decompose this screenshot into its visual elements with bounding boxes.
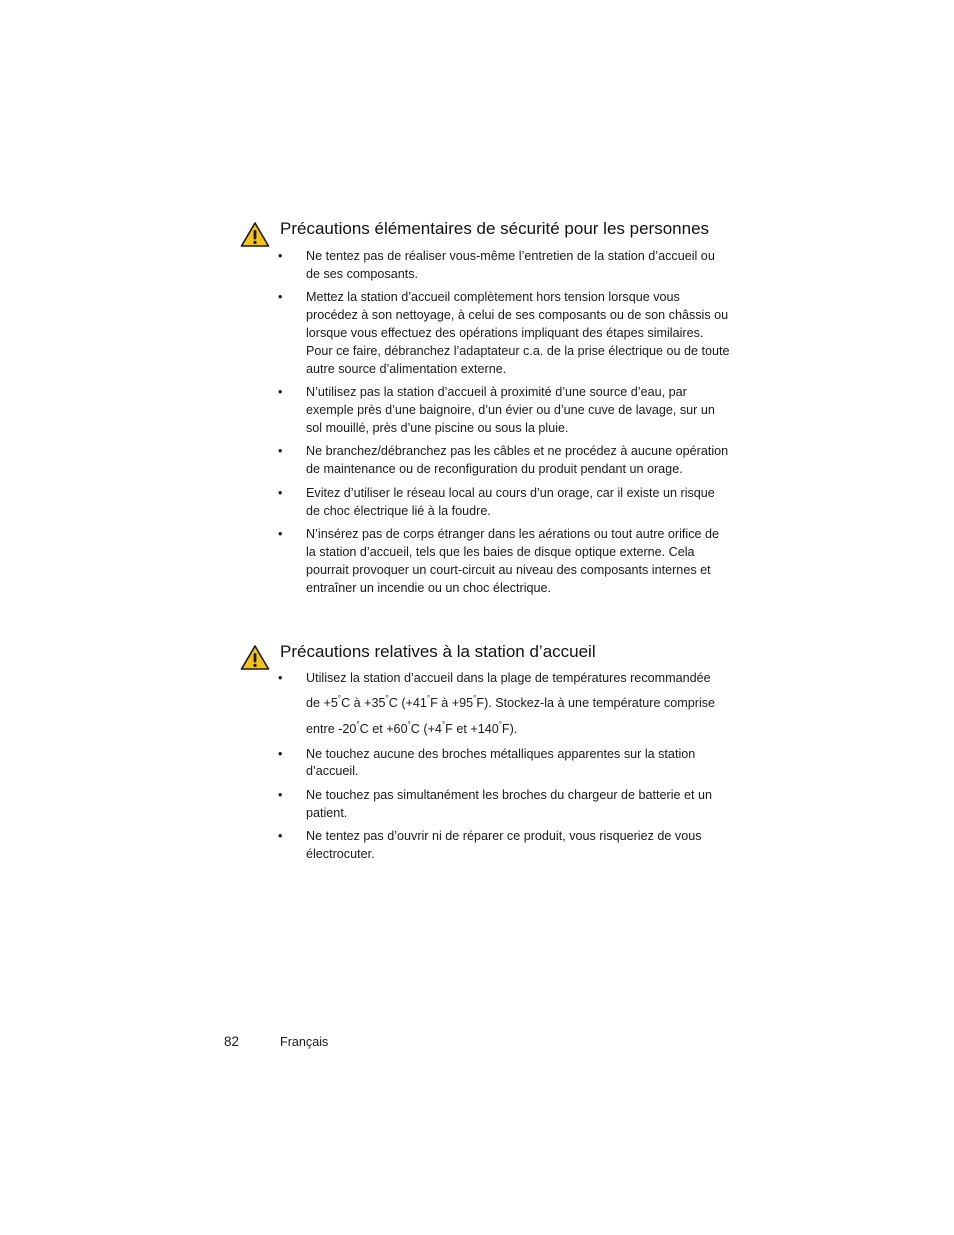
degree-symbol: ° (356, 719, 360, 729)
temp-line-1: Utilisez la station d’accueil dans la plage de températures recommandée (306, 671, 711, 685)
list-item-temperature (278, 670, 730, 740)
degree-symbol: ° (441, 719, 446, 729)
list-item: • Ne branchez/débranchez pas les câbles et ne procédez à aucune opération de maintenance ou de reconfiguration du produit pendant un orage. (278, 443, 730, 479)
section-heading: Précautions relatives à la station d’accueil (280, 642, 596, 661)
list-item: • N’insérez pas de corps étranger dans les aérations ou tout autre orifice de la station d’accueil, tels que les baies de disque optique externe. Cela pourrait provoquer un court-circuit au niveau des composants internes et entraîner un incendie ou un choc électrique. (278, 526, 730, 597)
section-header (240, 219, 740, 249)
footer-language: Français (280, 1035, 329, 1049)
bullet-list (278, 248, 730, 603)
list-item: • Ne touchez pas simultanément les broches du chargeur de batterie et un patient. (278, 787, 730, 823)
degree-symbol: ° (473, 693, 477, 703)
list-item: • Ne tentez pas d’ouvrir ni de réparer ce produit, vous risqueriez de vous électrocuter. (278, 828, 730, 864)
warning-triangle-icon (240, 644, 270, 671)
temp-text: entre -20 (306, 721, 357, 736)
page-number: 82 (224, 1034, 240, 1049)
temp-text: F et +140 (445, 721, 499, 736)
temp-text: F). (501, 721, 518, 736)
temp-text: C (+41 (388, 695, 427, 710)
degree-symbol: ° (407, 719, 411, 729)
temp-text: C à +35 (341, 695, 386, 710)
temp-text: F). Stockez-la à une température comprise (476, 695, 716, 710)
section-dock-precautions (240, 642, 740, 862)
list-item: • Evitez d’utiliser le réseau local au cours d’un orage, car il existe un risque de choc électrique lié à la foudre. (278, 485, 730, 521)
warning-triangle-icon (240, 221, 270, 248)
temp-line-3 (306, 719, 518, 736)
bullet-list (278, 670, 730, 870)
degree-symbol: ° (385, 693, 389, 703)
temp-text: F à +95 (430, 695, 474, 710)
degree-symbol: ° (426, 693, 431, 703)
section-header (240, 642, 740, 672)
list-item: • Mettez la station d’accueil complètement hors tension lorsque vous procédez à son nettoyage, à celui de ses composants ou de son châssis ou lorsque vous effectuez des opérations impliquant des étapes similaires. Pour ce faire, débranchez l’adaptateur c.a. de la prise électrique ou de toute autre source d’alimentation externe. (278, 289, 730, 378)
temp-line-2 (306, 693, 716, 710)
temp-text: C et +60 (359, 721, 408, 736)
temp-text: C (+4 (410, 721, 442, 736)
temp-text: de +5 (306, 695, 338, 710)
degree-symbol: ° (498, 719, 502, 729)
degree-symbol: ° (337, 693, 342, 703)
section-heading: Précautions élémentaires de sécurité pour les personnes (280, 219, 710, 238)
list-item: • Ne tentez pas de réaliser vous-même l’entretien de la station d’accueil ou de ses composants. (278, 248, 730, 284)
list-item: • N’utilisez pas la station d’accueil à proximité d’une source d’eau, par exemple près d’une baignoire, d’un évier ou d’une cuve de lavage, sur un sol mouillé, près d’une piscine ou sous la pluie. (278, 384, 730, 437)
section-personal-safety (240, 219, 740, 595)
list-item: • Ne touchez aucune des broches métalliques apparentes sur la station d’accueil. (278, 746, 730, 782)
